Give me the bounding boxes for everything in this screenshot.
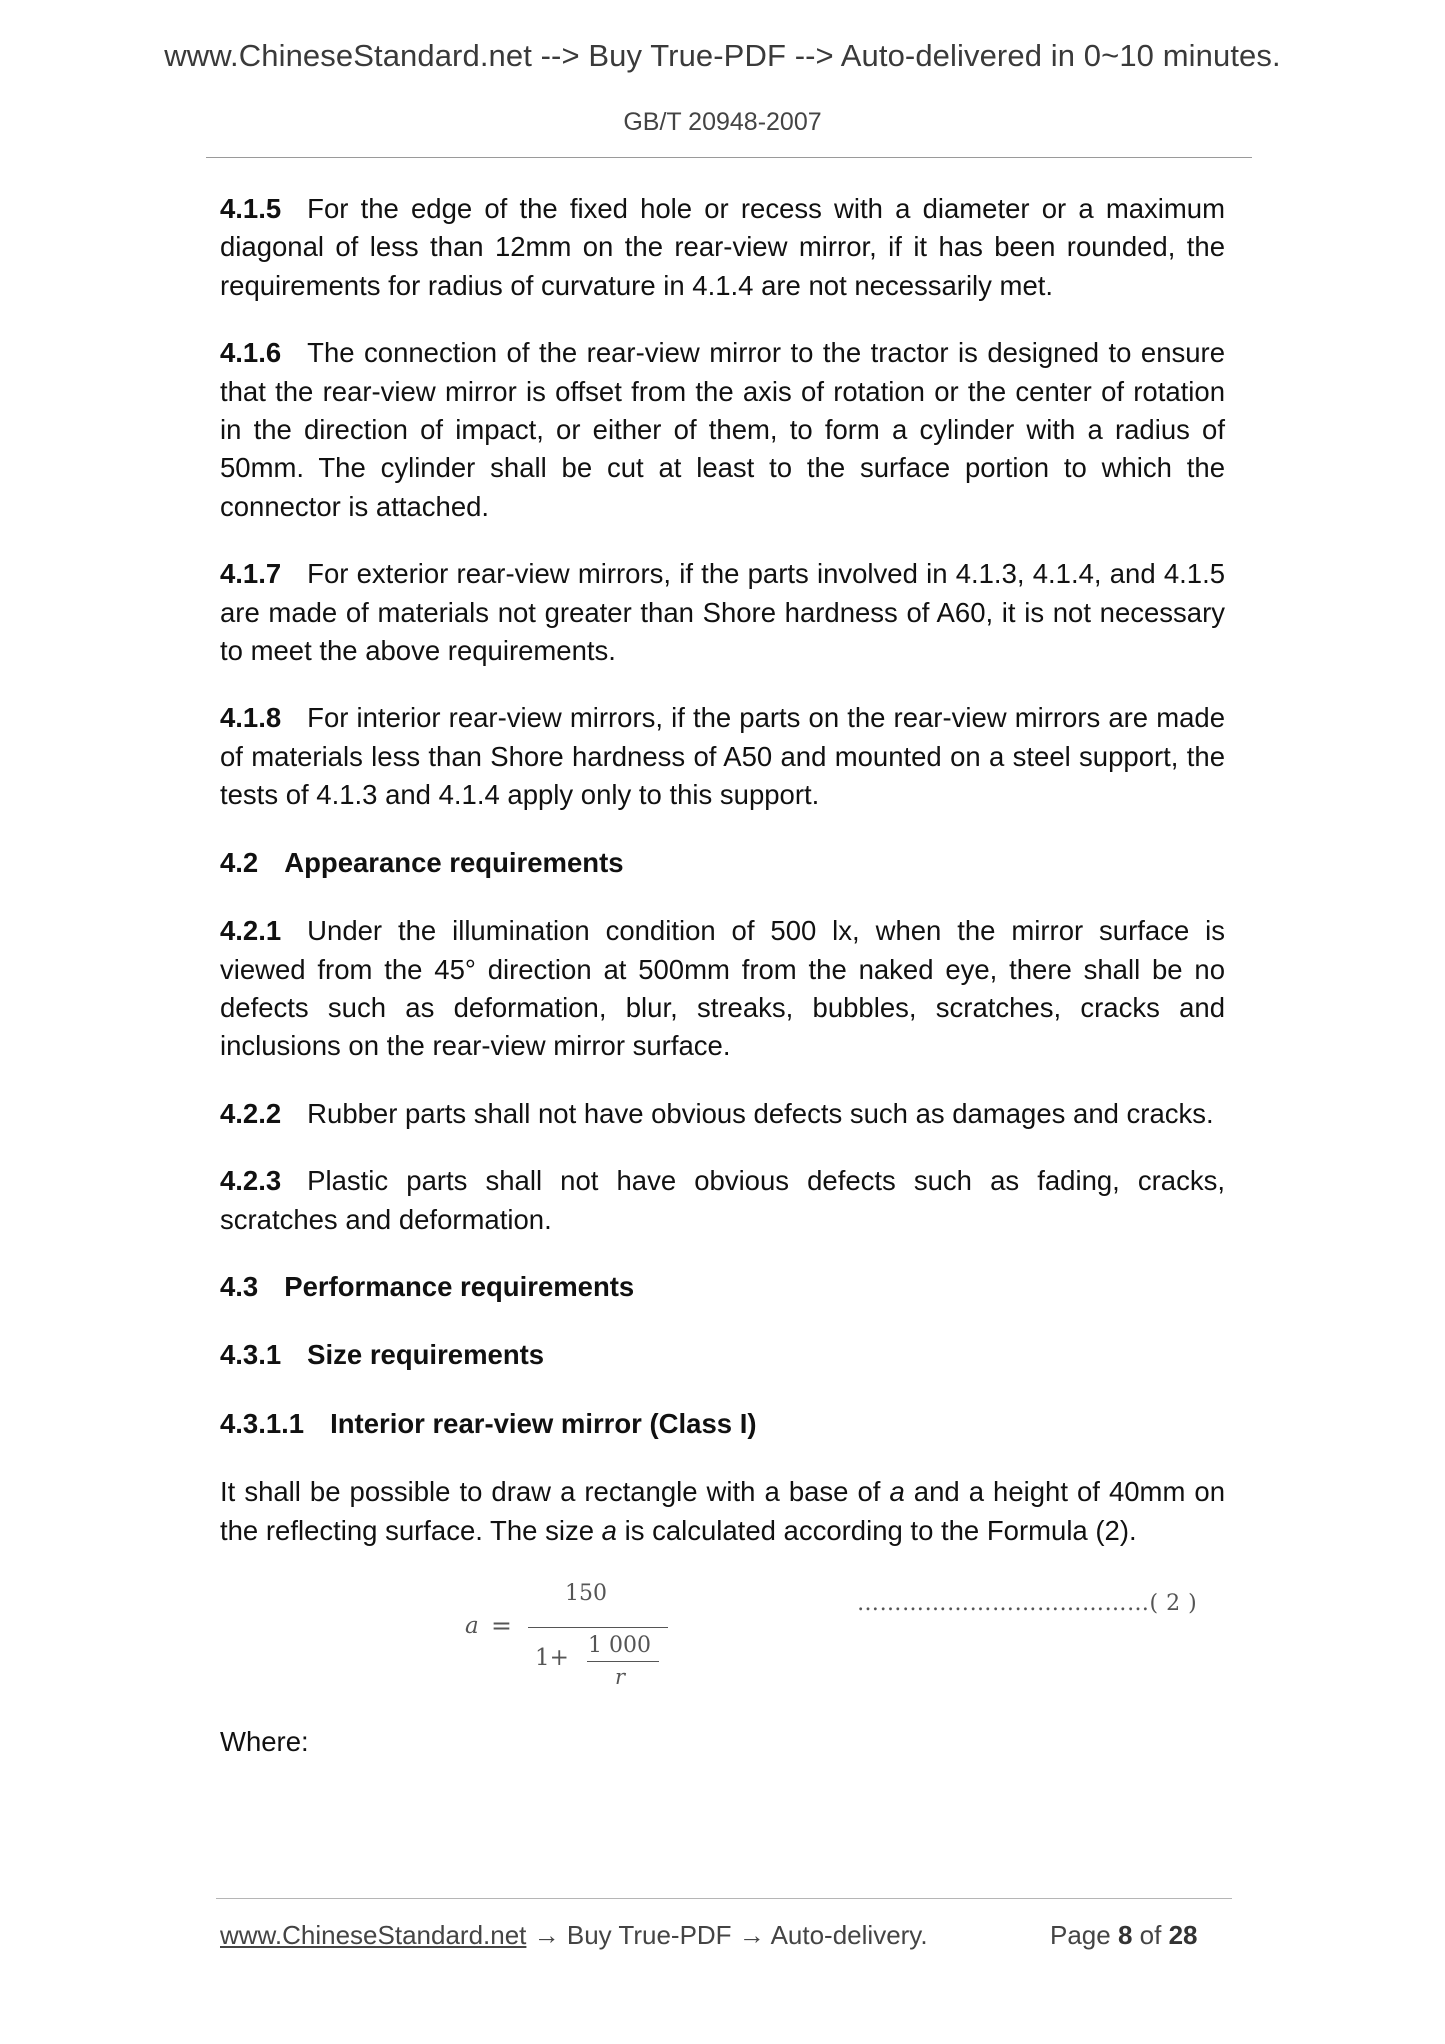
standard-code: GB/T 20948-2007 [623, 108, 822, 136]
clause-text: Under the illumination condition of 500 lx, when the mirror surface is viewed from the 45° direction at 500mm from the naked eye, there shall be no defects such as deformation, blur, streaks, bubbles, scratches, cracks and inclusions on the rear-view mirror surface. [220, 915, 1225, 1062]
footer-divider [216, 1898, 1232, 1899]
formula-one-plus: 1+ [535, 1644, 569, 1671]
clause-4-1-6 [220, 334, 1225, 526]
footer-promo-text: → Buy True-PDF → Auto-delivery. [526, 1920, 928, 1950]
heading-title: Interior rear-view mirror (Class I) [330, 1407, 757, 1439]
footer-site-link[interactable]: www.ChineseStandard.net [220, 1920, 527, 1950]
clause-4-1-7 [220, 555, 1225, 670]
clause-number: 4.1.6 [220, 337, 282, 369]
clause-number: 4.1.5 [220, 193, 282, 224]
heading-title: Appearance requirements [284, 846, 624, 878]
clause-number: 4.1.7 [220, 558, 282, 590]
text-segment: It shall be possible to draw a rectangle with a base of [220, 1476, 890, 1508]
clause-text: Plastic parts shall not have obvious defects such as fading, cracks, scratches and deformation. [220, 1165, 1225, 1235]
page-total: 28 [1168, 1920, 1198, 1950]
document-body [220, 190, 1225, 1790]
variable-a: a [601, 1514, 617, 1546]
formula-sub-numerator: 1 000 [588, 1632, 651, 1658]
formula-lhs: a [465, 1612, 479, 1639]
clause-text: Rubber parts shall not have obvious defects such as damages and cracks. [307, 1097, 1214, 1129]
page-label: Page [1050, 1920, 1118, 1950]
clause-text: For exterior rear-view mirrors, if the parts involved in 4.1.3, 4.1.4, and 4.1.5 are made of materials not greater than Shore hardness of A60, it is not necessary to meet the above requirements. [220, 558, 1225, 667]
clause-4-2-1 [220, 912, 1225, 1066]
heading-number: 4.3 [220, 1270, 259, 1302]
heading-number: 4.3.1 [220, 1339, 282, 1371]
clause-number: 4.2.1 [220, 915, 282, 947]
sub-fraction-bar [587, 1661, 659, 1662]
clause-text: For interior rear-view mirrors, if the parts on the rear-view mirrors are made of materials less than Shore hardness of A50 and mounted on a steel support, the tests of 4.1.3 and 4.1.4 apply only to this support. [220, 702, 1225, 811]
clause-text: The connection of the rear-view mirror to the tractor is designed to ensure that the rear-view mirror is offset from the axis of rotation or the center of rotation in the direction of impact, or either of them, to form a cylinder with a radius of 50mm. The cylinder shall be cut at least to the surface portion to which the connector is attached. [220, 337, 1225, 522]
fraction-bar [528, 1627, 668, 1628]
formula-equals: = [491, 1610, 512, 1640]
footer-promo [220, 1920, 928, 1951]
heading-number: 4.3.1.1 [220, 1407, 305, 1439]
formula-sub-denominator: r [615, 1664, 626, 1689]
heading-4-3-1-1 [220, 1405, 1225, 1443]
text-segment: is calculated according to the Formula (2). [616, 1514, 1137, 1546]
clause-text: For the edge of the fixed hole or recess with a diameter or a maximum diagonal of less than 12mm on the rear-view mirror, if it has been rounded, the requirements for radius of curvature in 4.1.4 are not necessarily met. [220, 193, 1225, 301]
heading-number: 4.2 [220, 846, 259, 878]
clause-4-1-8 [220, 699, 1225, 814]
heading-4-2 [220, 844, 1225, 882]
header-divider [206, 157, 1252, 158]
page-indicator [1050, 1920, 1197, 1951]
heading-title: Size requirements [307, 1339, 545, 1371]
formula-reference: …………………………………( 2 ) [857, 1590, 1198, 1616]
text-segment: and a height of 40mm on the reflecting surface. The size [220, 1476, 1225, 1546]
heading-4-3-1 [220, 1336, 1225, 1374]
clause-number: 4.2.2 [220, 1097, 282, 1129]
variable-a: a [889, 1476, 905, 1508]
heading-title: Performance requirements [284, 1270, 635, 1302]
top-banner: www.ChineseStandard.net --> Buy True-PDF --> Auto-delivered in 0~10 minutes. [164, 38, 1281, 73]
heading-4-3 [220, 1268, 1225, 1306]
formula-numerator: 150 [565, 1580, 607, 1606]
clause-number: 4.2.3 [220, 1165, 282, 1197]
clause-4-2-2 [220, 1095, 1225, 1133]
clause-4-1-5 [220, 190, 1225, 305]
rectangle-paragraph [220, 1473, 1225, 1550]
clause-4-2-3 [220, 1162, 1225, 1239]
clause-number: 4.1.8 [220, 702, 282, 734]
of-label: of [1132, 1920, 1169, 1950]
page-number: 8 [1117, 1920, 1133, 1950]
formula-2-row [220, 1579, 1225, 1699]
where-label: Where: [220, 1725, 309, 1757]
formula-2 [465, 1579, 695, 1699]
